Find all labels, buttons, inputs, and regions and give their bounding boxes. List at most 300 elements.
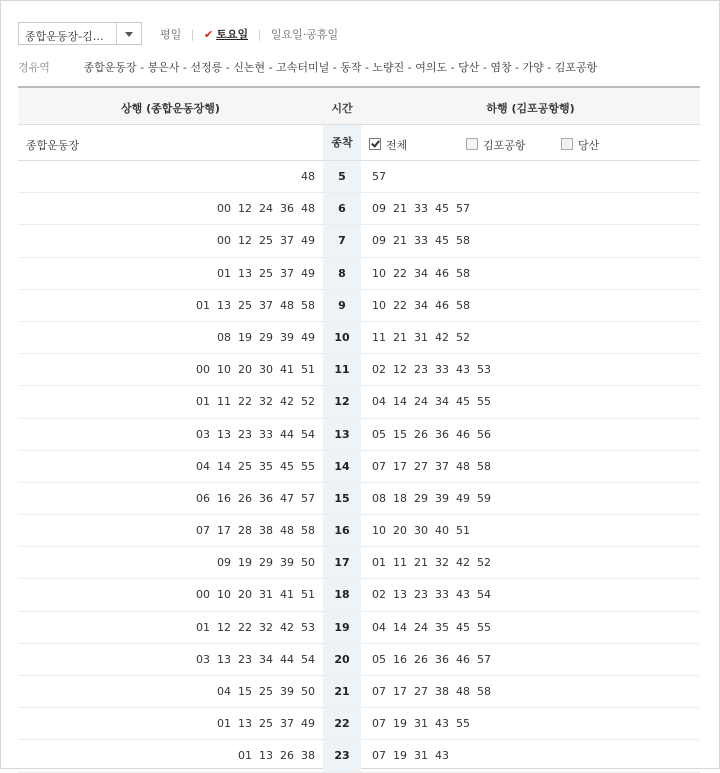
minute-cell: 48 [280,298,294,312]
minute-cell: 00 [196,363,210,377]
hour-cell: 13 [323,419,361,450]
hour-cell: 21 [323,676,361,707]
down-minutes [372,588,498,601]
minute-cell: 17 [217,524,231,538]
minute-cell: 48 [301,170,315,183]
minute-cell: 43 [435,749,449,763]
minute-cell: 26 [414,427,428,441]
minute-cell: 12 [238,202,252,216]
minute-cell: 48 [456,459,470,473]
minute-cell: 45 [435,202,449,216]
hour-cell: 15 [323,483,361,514]
up-minutes [231,749,315,762]
minute-cell: 19 [393,749,407,763]
filter-all-checkbox[interactable] [369,137,407,153]
minute-cell: 37 [435,459,449,473]
table-row [18,193,700,225]
minute-cell: 39 [280,556,294,570]
minute-cell: 33 [259,427,273,441]
minute-cell: 20 [238,363,252,377]
minute-cell: 10 [372,298,386,312]
minute-cell: 12 [238,234,252,248]
tab-sunday-holiday[interactable]: 일요일·공휴일 [270,28,339,41]
minute-cell: 10 [217,363,231,377]
minute-cell: 13 [217,652,231,666]
minute-cell: 17 [393,459,407,473]
minute-cell: 41 [280,588,294,602]
table-row [18,483,700,515]
table-row [18,644,700,676]
checkbox-icon[interactable] [561,138,573,150]
down-minutes [372,717,477,730]
minute-cell: 51 [301,588,315,602]
minute-cell: 38 [301,749,315,763]
minute-cell: 48 [280,524,294,538]
minute-cell: 36 [435,652,449,666]
minute-cell: 45 [280,459,294,473]
minute-cell: 55 [456,717,470,731]
minute-cell: 31 [414,717,428,731]
minute-cell: 24 [259,202,273,216]
minute-cell: 57 [456,202,470,216]
minute-cell: 21 [393,330,407,344]
minute-cell: 54 [301,652,315,666]
minute-cell: 59 [477,491,491,505]
minute-cell: 28 [238,524,252,538]
minute-cell: 19 [393,717,407,731]
timetable-subheader [18,125,700,161]
minute-cell: 41 [280,363,294,377]
hour-cell: 17 [323,547,361,578]
header-up: 상행 (종합운동장행) [121,102,220,115]
minute-cell: 23 [238,652,252,666]
minute-cell: 47 [280,491,294,505]
minute-cell: 25 [259,717,273,731]
table-row [18,579,700,611]
minute-cell: 50 [301,685,315,698]
down-minutes [372,299,477,312]
up-minutes [210,717,315,730]
down-minutes [372,460,498,473]
minute-cell: 31 [414,749,428,763]
minute-cell: 36 [280,202,294,216]
hour-cell: 9 [323,290,361,321]
hour-cell: 6 [323,193,361,224]
minute-cell: 27 [414,459,428,473]
filter-dangsan-checkbox[interactable] [561,137,599,153]
minute-cell: 01 [196,298,210,312]
terminal-label: 종착 [323,125,361,160]
table-row [18,740,700,772]
up-minutes [189,524,315,537]
minute-cell: 42 [280,620,294,634]
minute-cell: 36 [259,491,273,505]
up-minutes [210,202,315,215]
timetable-header [18,86,700,125]
minute-cell: 08 [217,330,231,344]
timetable [18,86,700,773]
via-label: 경유역 [18,61,50,74]
down-minutes [372,556,498,569]
minute-cell: 52 [477,556,491,570]
hour-cell: 5 [323,161,361,192]
minute-cell: 39 [280,685,294,698]
minute-cell: 57 [301,491,315,505]
minute-cell: 54 [301,427,315,441]
minute-cell: 04 [196,459,210,473]
tab-divider: | [190,28,195,41]
route-select[interactable] [18,22,142,45]
minute-cell: 42 [280,395,294,409]
table-row [18,515,700,547]
minute-cell: 44 [280,427,294,441]
minute-cell: 58 [301,524,315,538]
hour-cell: 19 [323,612,361,643]
minute-cell: 19 [238,556,252,570]
minute-cell: 26 [280,749,294,763]
hour-cell: 12 [323,386,361,417]
minute-cell: 22 [238,620,252,634]
minute-cell: 32 [259,620,273,634]
minute-cell: 33 [435,588,449,602]
minute-cell: 15 [238,685,252,698]
minute-cell: 37 [280,717,294,731]
hour-cell: 23 [323,740,361,771]
minute-cell: 00 [196,588,210,602]
minute-cell: 25 [238,298,252,312]
up-minutes [189,653,315,666]
minute-cell: 38 [435,685,449,698]
minute-cell: 43 [456,363,470,377]
down-minutes [372,685,498,698]
minute-cell: 09 [217,556,231,570]
minute-cell: 18 [393,491,407,505]
table-row [18,612,700,644]
minute-cell: 52 [301,395,315,409]
minute-cell: 25 [259,266,273,280]
up-minutes [189,588,315,601]
tab-saturday[interactable]: 토요일 [216,28,249,41]
minute-cell: 48 [301,202,315,216]
minute-cell: 53 [301,620,315,634]
minute-cell: 34 [414,266,428,280]
table-row [18,161,700,193]
minute-cell: 44 [280,652,294,666]
table-row [18,451,700,483]
minute-cell: 30 [259,363,273,377]
minute-cell: 48 [456,685,470,698]
table-row [18,676,700,708]
minute-cell: 16 [393,652,407,666]
minute-cell: 31 [259,588,273,602]
minute-cell: 22 [238,395,252,409]
minute-cell: 10 [217,588,231,602]
minute-cell: 01 [196,395,210,409]
minute-cell: 06 [196,491,210,505]
minute-cell: 54 [477,588,491,602]
minute-cell: 10 [372,266,386,280]
minute-cell: 35 [259,459,273,473]
minute-cell: 51 [301,363,315,377]
checkbox-icon[interactable] [369,138,381,150]
minute-cell: 38 [259,524,273,538]
down-minutes [372,363,498,376]
minute-cell: 26 [414,652,428,666]
minute-cell: 29 [414,491,428,505]
table-row [18,547,700,579]
minute-cell: 45 [456,620,470,634]
hour-cell: 20 [323,644,361,675]
minute-cell: 55 [477,620,491,634]
minute-cell: 42 [456,556,470,570]
minute-cell: 01 [238,749,252,763]
minute-cell: 11 [372,330,386,344]
table-row [18,258,700,290]
up-minutes [294,170,315,183]
table-row [18,322,700,354]
down-minutes [372,170,393,183]
minute-cell: 55 [301,459,315,473]
timetable-rows [18,161,700,773]
minute-cell: 02 [372,588,386,602]
minute-cell: 24 [414,620,428,634]
minute-cell: 58 [456,266,470,280]
down-minutes [372,492,498,505]
minute-cell: 25 [238,459,252,473]
minute-cell: 40 [435,524,449,538]
minute-cell: 16 [217,491,231,505]
minute-cell: 45 [435,234,449,248]
minute-cell: 19 [238,330,252,344]
minute-cell: 14 [217,459,231,473]
minute-cell: 11 [217,395,231,409]
hour-cell: 18 [323,579,361,610]
minute-cell: 36 [435,427,449,441]
minute-cell: 58 [477,685,491,698]
minute-cell: 09 [372,202,386,216]
route-select-value: 종합운동장-김… [25,30,104,43]
tab-divider: | [257,28,262,41]
table-row [18,225,700,257]
filter-gimpo-checkbox[interactable] [466,137,526,153]
minute-cell: 49 [301,234,315,248]
checkbox-icon[interactable] [466,138,478,150]
down-minutes [372,749,456,762]
check-icon: ✔ [203,28,214,41]
minute-cell: 49 [301,330,315,344]
day-tabs [160,26,338,42]
minute-cell: 15 [393,427,407,441]
filter-label: 김포공항 [483,139,526,152]
minute-cell: 43 [456,588,470,602]
minute-cell: 39 [280,330,294,344]
minute-cell: 13 [238,266,252,280]
down-minutes [372,524,477,537]
down-minutes [372,621,498,634]
minute-cell: 49 [456,491,470,505]
up-minutes [189,299,315,312]
minute-cell: 32 [259,395,273,409]
header-time: 시간 [331,102,353,115]
minute-cell: 17 [393,685,407,698]
down-minutes [372,202,477,215]
minute-cell: 23 [238,427,252,441]
minute-cell: 46 [435,298,449,312]
minute-cell: 01 [372,556,386,570]
minute-cell: 03 [196,427,210,441]
up-minutes [210,331,315,344]
minute-cell: 21 [414,556,428,570]
minute-cell: 05 [372,427,386,441]
minute-cell: 07 [372,717,386,731]
minute-cell: 51 [456,524,470,538]
minute-cell: 29 [259,330,273,344]
up-minutes [189,621,315,634]
minute-cell: 34 [414,298,428,312]
minute-cell: 37 [280,234,294,248]
hour-cell: 10 [323,322,361,353]
minute-cell: 46 [456,427,470,441]
up-minutes [189,363,315,376]
up-minutes [210,685,315,698]
minute-cell: 21 [393,202,407,216]
minute-cell: 25 [259,234,273,248]
minute-cell: 00 [217,202,231,216]
up-minutes [189,395,315,408]
hour-cell: 7 [323,225,361,256]
minute-cell: 02 [372,363,386,377]
minute-cell: 13 [217,298,231,312]
minute-cell: 20 [393,524,407,538]
minute-cell: 43 [435,717,449,731]
up-minutes [210,267,315,280]
via-stations-line [18,59,597,75]
hour-cell: 22 [323,708,361,739]
minute-cell: 27 [414,685,428,698]
minute-cell: 11 [393,556,407,570]
down-minutes [372,267,477,280]
minute-cell: 58 [477,459,491,473]
header-down: 하행 (김포공항행) [486,102,575,115]
minute-cell: 07 [372,749,386,763]
minute-cell: 33 [435,363,449,377]
filter-label: 전체 [386,139,408,152]
table-row [18,386,700,418]
minute-cell: 14 [393,620,407,634]
minute-cell: 04 [372,395,386,409]
down-minutes [372,653,498,666]
minute-cell: 58 [456,234,470,248]
minute-cell: 56 [477,427,491,441]
minute-cell: 37 [259,298,273,312]
minute-cell: 53 [477,363,491,377]
down-minutes [372,234,477,247]
minute-cell: 34 [435,395,449,409]
up-minutes [189,492,315,505]
minute-cell: 50 [301,556,315,570]
minute-cell: 29 [259,556,273,570]
minute-cell: 10 [372,524,386,538]
minute-cell: 42 [435,330,449,344]
hour-cell: 14 [323,451,361,482]
minute-cell: 05 [372,652,386,666]
hour-cell: 8 [323,258,361,289]
minute-cell: 01 [217,717,231,731]
minute-cell: 46 [435,266,449,280]
down-minutes [372,428,498,441]
up-minutes [210,556,315,569]
minute-cell: 08 [372,491,386,505]
up-minutes [189,428,315,441]
minute-cell: 26 [238,491,252,505]
minute-cell: 07 [196,524,210,538]
table-row [18,290,700,322]
minute-cell: 23 [414,588,428,602]
minute-cell: 58 [301,298,315,312]
minute-cell: 39 [435,491,449,505]
minute-cell: 37 [280,266,294,280]
minute-cell: 04 [217,685,231,698]
minute-cell: 12 [393,363,407,377]
minute-cell: 07 [372,685,386,698]
minute-cell: 58 [456,298,470,312]
minute-cell: 04 [372,620,386,634]
via-stations: 종합운동장 - 봉은사 - 선정릉 - 신논현 - 고속터미널 - 동작 - 노량진 - 여의도 - 당산 - 염창 - 가양 - 김포공항 [83,61,598,74]
minute-cell: 30 [414,524,428,538]
minute-cell: 35 [435,620,449,634]
minute-cell: 23 [414,363,428,377]
minute-cell: 22 [393,298,407,312]
minute-cell: 13 [238,717,252,731]
minute-cell: 13 [393,588,407,602]
minute-cell: 32 [435,556,449,570]
minute-cell: 01 [196,620,210,634]
minute-cell: 22 [393,266,407,280]
minute-cell: 00 [217,234,231,248]
hour-cell: 11 [323,354,361,385]
table-row [18,708,700,740]
minute-cell: 49 [301,266,315,280]
minute-cell: 55 [477,395,491,409]
down-minutes [372,331,477,344]
hour-cell: 16 [323,515,361,546]
minute-cell: 52 [456,330,470,344]
minute-cell: 03 [196,652,210,666]
minute-cell: 20 [238,588,252,602]
tab-weekday[interactable]: 평일 [160,28,182,41]
minute-cell: 45 [456,395,470,409]
minute-cell: 31 [414,330,428,344]
minute-cell: 46 [456,652,470,666]
minute-cell: 33 [414,234,428,248]
table-row [18,354,700,386]
minute-cell: 34 [259,652,273,666]
chevron-down-icon[interactable] [116,23,141,44]
minute-cell: 09 [372,234,386,248]
minute-cell: 01 [217,266,231,280]
minute-cell: 13 [259,749,273,763]
minute-cell: 24 [414,395,428,409]
minute-cell: 25 [259,685,273,698]
minute-cell: 14 [393,395,407,409]
up-minutes [210,234,315,247]
minute-cell: 33 [414,202,428,216]
table-row [18,419,700,451]
minute-cell: 57 [372,170,386,183]
down-minutes [372,395,498,408]
minute-cell: 07 [372,459,386,473]
minute-cell: 13 [217,427,231,441]
